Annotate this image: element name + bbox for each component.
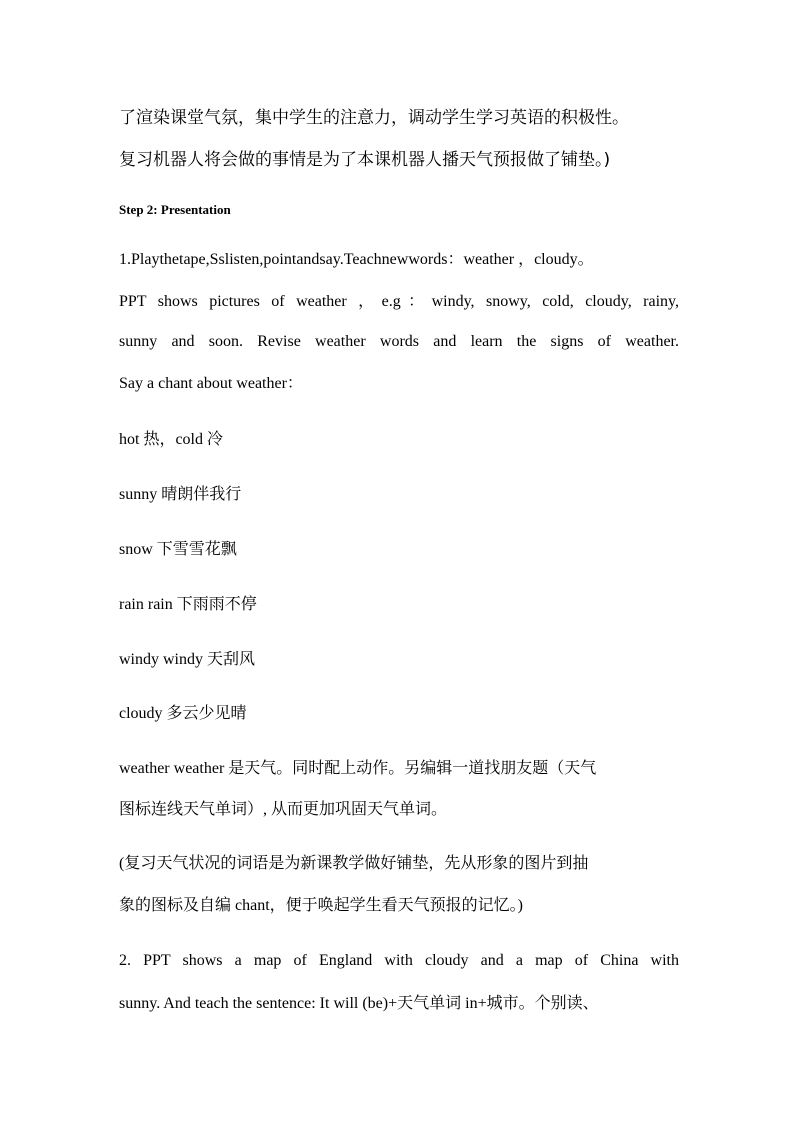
paragraph-line-17: 象的图标及自编 chant，便于唤起学生看天气预报的记忆。) [119, 897, 523, 914]
chant-line-windy: windy windy 天刮风 [119, 651, 256, 668]
paragraph-line-2: 复习机器人将会做的事情是为了本课机器人播天气预报做了铺垫。) [119, 150, 611, 170]
paragraph-line-7: Say a chant about weather： [119, 375, 303, 392]
section-heading: Step 2: Presentation [119, 202, 231, 217]
paragraph-line-15: 图标连线天气单词）, 从而更加巩固天气单词。 [119, 801, 448, 818]
paragraph-line-16: (复习天气状况的词语是为新课教学做好铺垫，先从形象的图片到抽 [119, 855, 589, 872]
paragraph-line-4: 1.Playthetape,Sslisten,pointandsay.Teachnewwords：weather ，cloudy。 [119, 251, 594, 268]
chant-line-cloudy: cloudy 多云少见晴 [119, 705, 247, 722]
chant-line-sunny: sunny 晴朗伴我行 [119, 486, 242, 503]
paragraph-line-6: sunny and soon. Revise weather words and learn the signs of weather. [119, 333, 679, 350]
paragraph-line-19: sunny. And teach the sentence: It will (be)+天气单词 in+城市。个别读、 [119, 995, 599, 1012]
chant-line-snow: snow 下雪雪花飘 [119, 541, 237, 558]
paragraph-line-14: weather weather 是天气。同时配上动作。另编辑一道找朋友题（天气 [119, 760, 597, 777]
paragraph-line-1: 了渲染课堂气氛，集中学生的注意力，调动学生学习英语的积极性。 [119, 108, 629, 128]
paragraph-line-5: PPT shows pictures of weather ，e.g：windy, snowy, cold, cloudy, rainy, [119, 293, 679, 310]
chant-line-rain: rain rain 下雨雨不停 [119, 596, 257, 613]
chant-line-hot: hot 热，cold 冷 [119, 431, 223, 448]
paragraph-line-18: 2. PPT shows a map of England with cloudy and a map of China with [119, 952, 679, 969]
